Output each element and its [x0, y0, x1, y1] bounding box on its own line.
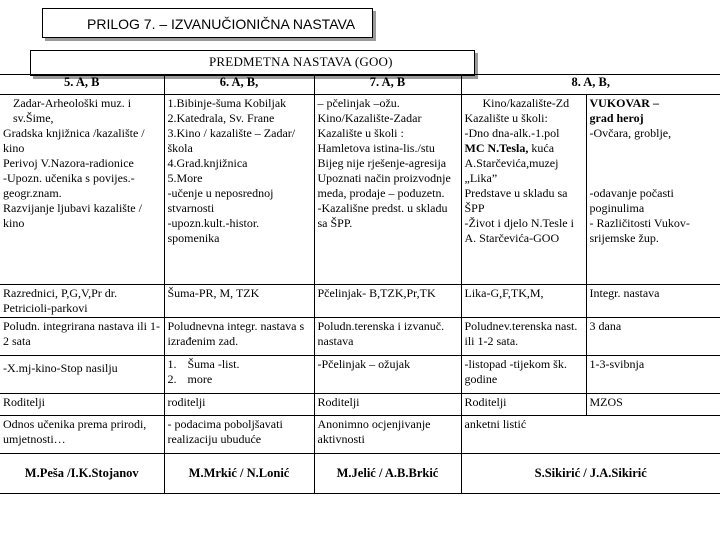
activity-line: -Život i djelo N.Tesle i A. Starčevića-GOO [464, 216, 574, 245]
tesla-house-rest: kuća [528, 141, 555, 155]
activities-5ab [0, 95, 164, 285]
activity-line: 5.More [167, 171, 203, 185]
activity-line: -Upozn. učenika s povijes.-geogr.znam. [3, 171, 135, 200]
activity-line: Upoznati način proizvodnje meda, prodaje – poduzetn. [317, 171, 451, 200]
duration-8ab-a: Poludnev.terenska nast. ili 1-2 sata. [461, 318, 586, 356]
evaluation-row [0, 416, 720, 454]
activity-line: -učenje u neposrednoj stvarnosti [167, 186, 274, 215]
timing-7ab: -Pčelinjak – ožujak [314, 356, 461, 394]
participants-5ab: Razrednici, P,G,V,Pr dr. Petricioli-parkovi [0, 285, 164, 318]
costs-6ab: roditelji [164, 394, 314, 416]
activity-line: 2.Katedrala, Sv. Frane [167, 111, 275, 125]
participants-8ab-b: Integr. nastava [586, 285, 720, 318]
activity-line: Hamletova istina-lis./stu [317, 141, 435, 155]
activity-line: Gradska knjižnica /kazalište / kino [3, 126, 145, 155]
evaluation-7ab: Anonimno ocjenjivanje aktivnosti [314, 416, 461, 454]
timing-item: 2. more [167, 372, 213, 386]
evaluation-6ab: - podacima poboljšavati realizaciju ubuduće [164, 416, 314, 454]
activity-line: -Ovčara, groblje, [589, 126, 672, 140]
activity-line: Razvijanje ljubavi kazalište / kino [3, 201, 142, 230]
activities-6ab [164, 95, 314, 285]
activity-line: Kazalište u školi: [464, 111, 548, 125]
activity-line: Kino/Kazalište-Zadar [317, 111, 422, 125]
activity-line: -upozn.kult.-histor. spomenika [167, 216, 260, 245]
activity-line: Bijeg nije rješenje-agresija [317, 156, 447, 170]
activity-line: – pčelinjak –ožu. [317, 96, 400, 110]
header-5ab: 5. A, B [0, 75, 164, 95]
header-6ab: 6. A, B, [164, 75, 314, 95]
costs-7ab: Roditelji [314, 394, 461, 416]
participants-row [0, 285, 720, 318]
activity-line: Kazalište u školi : [317, 126, 404, 140]
costs-8ab-a: Roditelji [461, 394, 586, 416]
duration-8ab-b: 3 dana [586, 318, 720, 356]
vukovar-line: grad heroj [589, 111, 644, 125]
vukovar-line: VUKOVAR – [589, 96, 659, 110]
evaluation-8ab: anketni listić [461, 416, 720, 454]
activity-line: Predstave u skladu sa ŠPP [464, 186, 568, 215]
header-7ab: 7. A, B [314, 75, 461, 95]
costs-8ab-b: MZOS [586, 394, 720, 416]
activity-line: 3.Kino / kazalište – Zadar/ škola [167, 126, 296, 155]
duration-5ab: Poludn. integrirana nastava ili 1-2 sata [0, 318, 164, 356]
signature-7ab: M.Jelić / A.B.Brkić [314, 454, 461, 494]
activity-line: Zadar-Arheološki muz. i sv.Šime, [13, 96, 132, 125]
activities-8ab-b [586, 95, 720, 285]
tesla-house-bold: MC N.Tesla, [464, 141, 529, 155]
activity-line [465, 141, 583, 156]
evaluation-5ab: Odnos učenika prema prirodi, umjetnosti… [0, 416, 164, 454]
timing-8ab-b: 1-3-svibnja [586, 356, 720, 394]
signatures-row [0, 454, 720, 494]
activity-line: -odavanje počasti poginulima [589, 186, 674, 215]
activity-line: 4.Grad.knjižnica [167, 156, 248, 170]
subtitle-frame [30, 50, 475, 76]
signature-5ab: M.Peša /I.K.Stojanov [0, 454, 164, 494]
duration-6ab: Poludnevna integr. nastava s izrađenim zad. [164, 318, 314, 356]
page-title: PRILOG 7. – IZVANUČIONIČNA NASTAVA [42, 8, 373, 38]
timing-row [0, 356, 720, 394]
header-8ab: 8. A, B, [461, 75, 720, 95]
participants-7ab: Pčelinjak- B,TZK,Pr,TK [314, 285, 461, 318]
duration-row [0, 318, 720, 356]
duration-7ab: Poludn.terenska i izvanuč. nastava [314, 318, 461, 356]
activity-line: Kino/kazalište-Zd [482, 96, 570, 110]
participants-8ab-a: Lika-G,F,TK,M, [461, 285, 586, 318]
activity-line: -Dno dna-alk.-1.pol [464, 126, 560, 140]
activities-row [0, 95, 720, 285]
participants-6ab: Šuma-PR, M, TZK [164, 285, 314, 318]
timing-6ab [164, 356, 314, 394]
signature-8ab: S.Sikirić / J.A.Sikirić [461, 454, 720, 494]
costs-row [0, 394, 720, 416]
activity-line: Perivoj V.Nazora-radionice [3, 156, 134, 170]
activity-line: 1.Bibinje-šuma Kobiljak [167, 96, 287, 110]
activity-line: -Kazališne predst. u skladu sa ŠPP. [317, 201, 448, 230]
header-row [0, 75, 720, 95]
activities-table [0, 74, 720, 494]
activities-8ab-a [461, 95, 586, 285]
timing-8ab-a: -listopad -tijekom šk. godine [461, 356, 586, 394]
timing-item: 1. Šuma -list. [167, 357, 240, 371]
subtitle: PREDMETNA NASTAVA (GOO) [209, 54, 393, 69]
timing-5ab: -X.mj-kino-Stop nasilju [0, 356, 164, 394]
signature-6ab: M.Mrkić / N.Lonić [164, 454, 314, 494]
activity-line: A.Starčevića,muzej „Lika” [464, 156, 559, 185]
activity-line: - Različitosti Vukov-srijemske žup. [589, 216, 690, 245]
costs-5ab: Roditelji [0, 394, 164, 416]
activities-7ab [314, 95, 461, 285]
